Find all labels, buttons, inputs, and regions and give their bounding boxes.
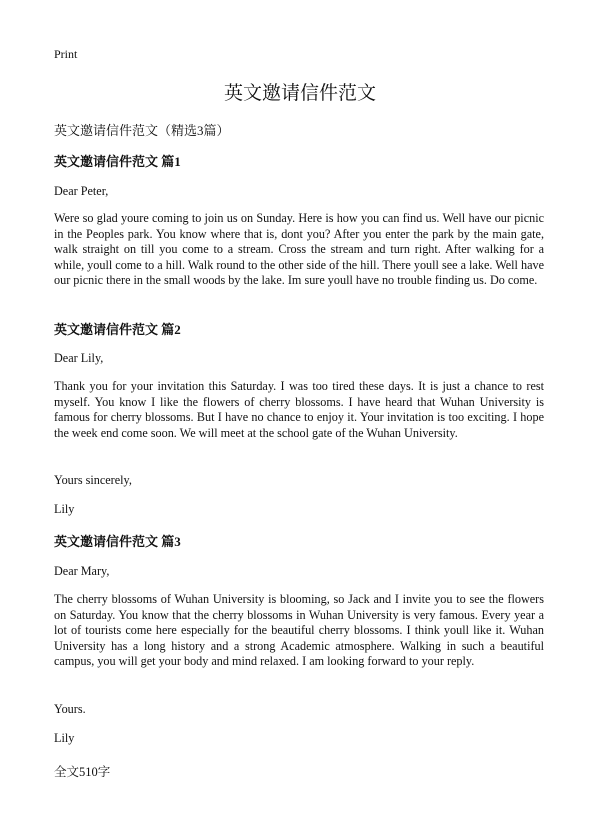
salutation-2: Dear Lily, bbox=[54, 351, 104, 365]
section-heading-1: 英文邀请信件范文 篇1 bbox=[54, 154, 181, 169]
word-count: 全文510字 bbox=[54, 765, 111, 779]
closing-3: Yours. bbox=[54, 702, 86, 716]
section-heading-2: 英文邀请信件范文 篇2 bbox=[54, 322, 181, 337]
letter-body-1: Were so glad youre coming to join us on Sunday. Here is how you can find us. Well have our picnic in the Peoples park. You know where that is, dont you? After you enter the park by the main gate, walk straight on till you come to a stream. Cross the stream and turn right. After walking for a while, youll come to a hill. Walk round to the other side of the hill. There youll see a lake. Well have our picnic there in the small woods by the lake. Im sure youll have no trouble finding us. Do come. bbox=[54, 211, 544, 287]
page-title: 英文邀请信件范文 bbox=[223, 83, 376, 104]
signature-2: Lily bbox=[54, 502, 75, 516]
closing-2: Yours sincerely, bbox=[54, 473, 132, 487]
salutation-3: Dear Mary, bbox=[54, 564, 110, 578]
signature-3: Lily bbox=[54, 731, 75, 745]
subtitle: 英文邀请信件范文（精选3篇） bbox=[54, 123, 230, 138]
section-heading-3: 英文邀请信件范文 篇3 bbox=[54, 534, 181, 549]
print-label: Print bbox=[54, 47, 78, 61]
salutation-1: Dear Peter, bbox=[54, 184, 109, 198]
letter-body-3: The cherry blossoms of Wuhan University is blooming, so Jack and I invite you to see the flowers on Saturday. You know that the cherry blossoms in Wuhan University is very famous. Every year a lot of tourists come here especially for the beautiful cherry blossoms. I think youll like it. Wuhan University has a long history and a strong Academic atmosphere. Walking in such a beautiful campus, you will get your body and mind relaxed. I am looking forward to your reply. bbox=[54, 592, 544, 668]
letter-body-2: Thank you for your invitation this Saturday. I was too tired these days. It is just a chance to rest myself. You know I like the flowers of cherry blossoms. I have heard that Wuhan University is famous for cherry blossoms. But I have no chance to enjoy it. Your invitation is too exciting. I hope the week end come soon. We will meet at the school gate of the Wuhan University. bbox=[54, 379, 544, 440]
